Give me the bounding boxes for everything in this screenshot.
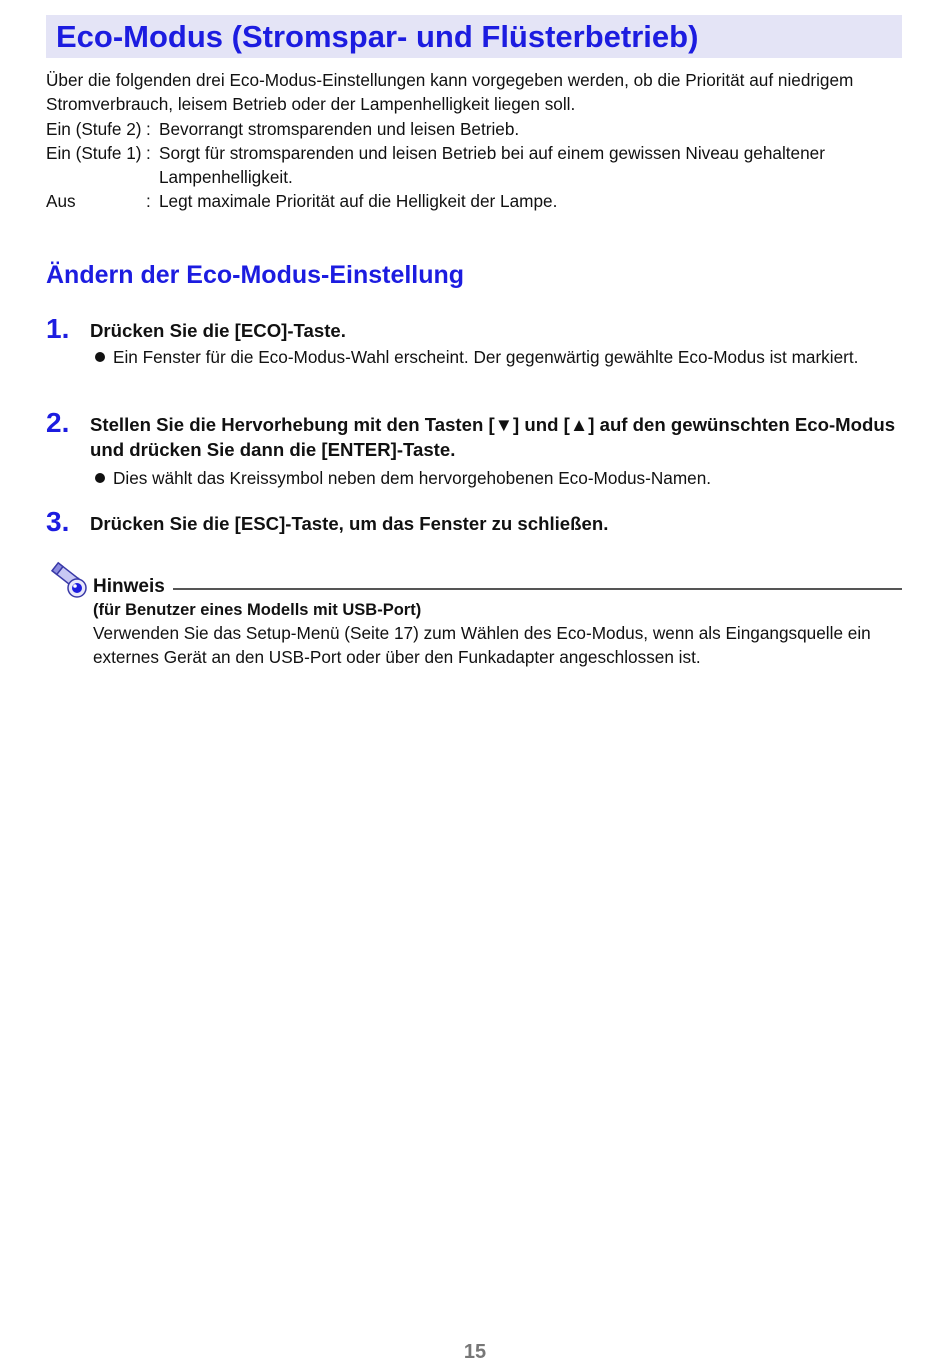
mode-colon: :: [146, 119, 151, 139]
page-title: Eco-Modus (Stromspar- und Flüsterbetrieb): [56, 19, 699, 54]
mode-list: [46, 117, 906, 213]
mode-description: Bevorrangt stromsparenden und leisen Betrieb.: [159, 119, 520, 139]
step-number-1: 1.: [46, 313, 70, 344]
bullet-dot-icon: [93, 467, 113, 489]
mode-key: Ein (Stufe 1): [46, 143, 142, 163]
page-number: 15: [463, 1341, 487, 1363]
section-heading: Ändern der Eco-Modus-Einstellung: [46, 261, 465, 289]
mode-colon: :: [146, 143, 151, 163]
mode-key: Ein (Stufe 2): [46, 119, 142, 139]
bullet-text: Ein Fenster für die Eco-Modus-Wahl erscheint. Der gegenwärtig gewählte Eco-Modus ist markiert.: [113, 347, 859, 367]
note-header: [93, 575, 902, 599]
note-body: Verwenden Sie das Setup-Menü (Seite 17) zum Wählen des Eco-Modus, wenn als Eingangsquelle ein externes Gerät an den USB-Port oder über den Funkadapter angeschlossen ist.: [93, 623, 871, 667]
step-title-1: Drücken Sie die [ECO]-Taste.: [90, 320, 346, 341]
step-title-3: Drücken Sie die [ESC]-Taste, um das Fenster zu schließen.: [90, 513, 609, 534]
note-divider: [173, 588, 902, 590]
page-title-bar: [46, 15, 902, 58]
mode-description: Sorgt für stromsparenden und leisen Betrieb bei auf einem gewissen Niveau gehaltener Lampenhelligkeit.: [159, 143, 825, 187]
intro-paragraph: Über die folgenden drei Eco-Modus-Einstellungen kann vorgegeben werden, ob die Priorität auf niedrigem Stromverbrauch, leisem Betrieb oder der Lampenhelligkeit liegen soll.: [46, 70, 854, 114]
step-number-2: 2.: [46, 407, 70, 438]
step-2-bullet: [93, 467, 903, 489]
bullet-text: Dies wählt das Kreissymbol neben dem hervorgehobenen Eco-Modus-Namen.: [113, 468, 712, 488]
mode-key: Aus: [46, 191, 76, 211]
mode-row-stufe-2: [46, 117, 906, 141]
note-subtitle: (für Benutzer eines Modells mit USB-Port): [93, 601, 422, 619]
step-1-bullet: [93, 346, 903, 368]
step-title-2: Stellen Sie die Hervorhebung mit den Tasten [▼] und [▲] auf den gewünschten Eco-Modus und drücken Sie dann die [ENTER]-Taste.: [90, 414, 896, 460]
mode-row-stufe-1: [46, 141, 906, 189]
mode-row-aus: [46, 189, 906, 213]
bullet-dot-icon: [93, 346, 113, 368]
mode-description: Legt maximale Priorität auf die Helligkeit der Lampe.: [159, 191, 558, 211]
step-number-3: 3.: [46, 506, 70, 537]
mode-colon: :: [146, 191, 151, 211]
note-label: Hinweis: [93, 576, 165, 597]
note-pencil-icon: [46, 557, 90, 599]
